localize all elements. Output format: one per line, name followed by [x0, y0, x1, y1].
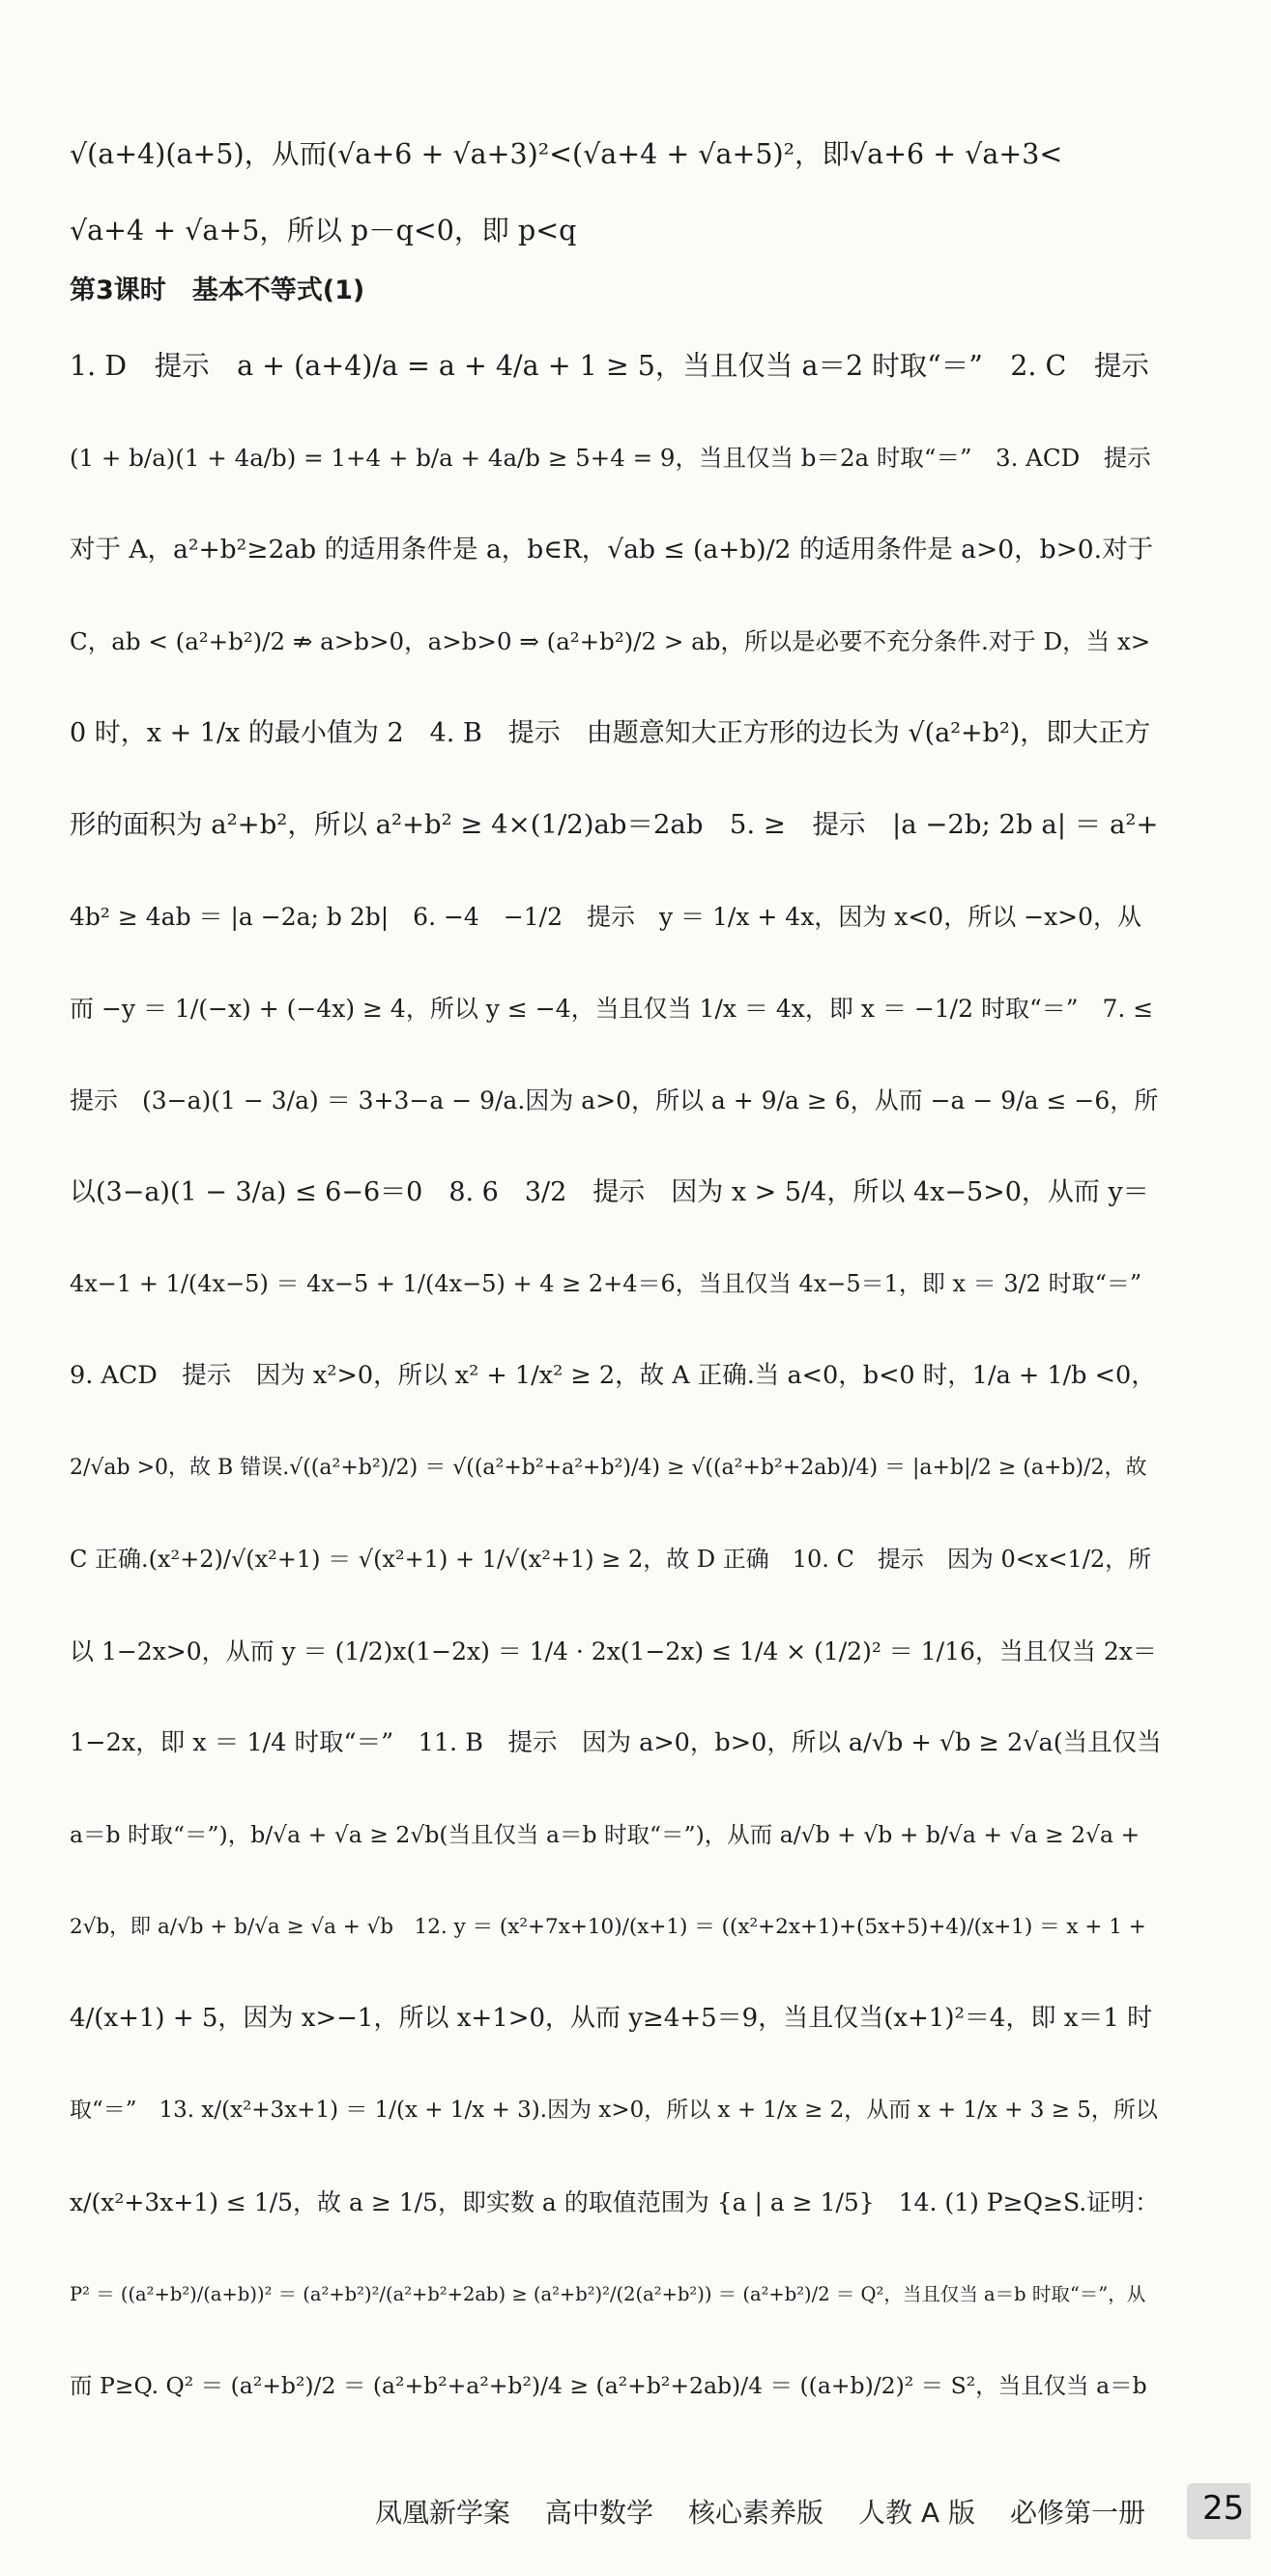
footer-subject: 高中数学 — [545, 2497, 654, 2529]
text-line: a＝b 时取“＝”)，b/√a + √a ≥ 2√b(当且仅当 a＝b 时取“＝”)，从而 a/√b + √b + b/√a + √a ≥ 2√a + — [70, 1821, 1141, 1848]
text-line: P² ＝ ((a²+b²)/(a+b))² ＝ (a²+b²)²/(a²+b²+2ab) ≥ (a²+b²)²/(2(a²+b²)) ＝ (a²+b²)/2 ＝ Q²，当且仅当 a＝b 时取“＝”，从 — [70, 2283, 1146, 2305]
text-line: 4b² ≥ 4ab ＝ |a −2a; b 2b| 6. −4 −1/2 提示 y ＝ 1/x + 4x，因为 x<0，所以 −x>0，从 — [70, 903, 1142, 931]
text-line: 1−2x，即 x ＝ 1/4 时取“＝” 11. B 提示 因为 a>0，b>0，所以 a/√b + √b ≥ 2√a(当且仅当 — [70, 1728, 1162, 1757]
text-line: 2/√ab >0，故 B 错误.√((a²+b²)/2) ＝ √((a²+b²+a²+b²)/4) ≥ √((a²+b²+2ab)/4) ＝ |a+b|/2 ≥ (a+b)/2，故 — [70, 1456, 1147, 1480]
footer-book-info — [375, 2479, 1206, 2543]
text-line: √a+4 + √a+5，所以 p－q<0，即 p<q — [70, 214, 577, 246]
text-line: 取“＝” 13. x/(x²+3x+1) ＝ 1/(x + 1/x + 3).因为 x>0，所以 x + 1/x ≥ 2，从而 x + 1/x + 3 ≥ 5，所以 — [70, 2098, 1158, 2123]
text-line: 2√b，即 a/√b + b/√a ≥ √a + √b 12. y ＝ (x²+7x+10)/(x+1) ＝ ((x²+2x+1)+(5x+5)+4)/(x+1) ＝ x + 1 + — [70, 1915, 1146, 1939]
text-line: 4/(x+1) + 5，因为 x>−1，所以 x+1>0，从而 y≥4+5＝9，当且仅当(x+1)²＝4，即 x＝1 时 — [70, 2004, 1153, 2033]
text-line: √(a+4)(a+5)，从而(√a+6 + √a+3)²<(√a+4 + √a+5)²，即√a+6 + √a+3< — [70, 138, 1063, 170]
page-footer — [0, 2479, 1271, 2547]
page-number: 25 — [1202, 2489, 1245, 2528]
text-line: 对于 A，a²+b²≥2ab 的适用条件是 a，b∈R，√ab ≤ (a+b)/2 的适用条件是 a>0，b>0.对于 — [70, 535, 1154, 564]
text-line: 0 时，x + 1/x 的最小值为 2 4. B 提示 由题意知大正方形的边长为 √(a²+b²)，即大正方 — [70, 718, 1151, 748]
text-line: x/(x²+3x+1) ≤ 1/5，故 a ≥ 1/5，即实数 a 的取值范围为 {a | a ≥ 1/5} 14. (1) P≥Q≥S.证明： — [70, 2188, 1160, 2216]
text-line: 4x−1 + 1/(4x−5) ＝ 4x−5 + 1/(4x−5) + 4 ≥ 2+4＝6，当且仅当 4x−5＝1，即 x ＝ 3/2 时取“＝” — [70, 1270, 1142, 1297]
section-heading: 第3课时 基本不等式(1) — [70, 275, 365, 305]
text-line: 提示 (3−a)(1 − 3/a) ＝ 3+3−a − 9/a.因为 a>0，所以 a + 9/a ≥ 6，从而 −a − 9/a ≤ −6，所 — [70, 1086, 1159, 1114]
footer-publisher-version: 人教 A 版 — [858, 2497, 976, 2529]
footer-series: 凤凰新学案 — [375, 2497, 511, 2529]
answer-text-block — [70, 108, 1162, 2432]
text-line: C 正确.(x²+2)/√(x²+1) ＝ √(x²+1) + 1/√(x²+1) ≥ 2，故 D 正确 10. C 提示 因为 0<x<1/2，所 — [70, 1546, 1152, 1573]
text-line: C，ab < (a²+b²)/2 ⇏ a>b>0，a>b>0 ⇒ (a²+b²)/2 > ab，所以是必要不充分条件.对于 D，当 x> — [70, 627, 1151, 655]
text-line: 而 −y ＝ 1/(−x) + (−4x) ≥ 4，所以 y ≤ −4，当且仅当 1/x ＝ 4x，即 x ＝ −1/2 时取“＝” 7. ≤ — [70, 995, 1154, 1023]
text-line: 以(3−a)(1 − 3/a) ≤ 6−6＝0 8. 6 3/2 提示 因为 x > 5/4，所以 4x−5>0，从而 y＝ — [70, 1177, 1149, 1207]
text-line: 以 1−2x>0，从而 y ＝ (1/2)x(1−2x) ＝ 1/4 · 2x(1−2x) ≤ 1/4 × (1/2)² ＝ 1/16，当且仅当 2x＝ — [70, 1637, 1157, 1665]
text-line: 形的面积为 a²+b²，所以 a²+b² ≥ 4×(1/2)ab＝2ab 5. ≥ 提示 |a −2b; 2b a| ＝ a²+ — [70, 809, 1159, 840]
footer-volume: 必修第一册 — [1010, 2497, 1146, 2529]
text-line: (1 + b/a)(1 + 4a/b) = 1+4 + b/a + 4a/b ≥ 5+4 = 9，当且仅当 b＝2a 时取“＝” 3. ACD 提示 — [70, 444, 1151, 472]
text-line: 而 P≥Q. Q² ＝ (a²+b²)/2 ＝ (a²+b²+a²+b²)/4 ≥ (a²+b²+2ab)/4 ＝ ((a+b)/2)² ＝ S²，当且仅当 a＝b — [70, 2372, 1147, 2399]
text-line: 1. D 提示 a + (a+4)/a = a + 4/a + 1 ≥ 5，当且仅当 a＝2 时取“＝” 2. C 提示 — [70, 350, 1149, 382]
text-line: 9. ACD 提示 因为 x²>0，所以 x² + 1/x² ≥ 2，故 A 正确.当 a<0，b<0 时，1/a + 1/b <0， — [70, 1361, 1156, 1390]
footer-edition: 核心素养版 — [688, 2497, 824, 2529]
